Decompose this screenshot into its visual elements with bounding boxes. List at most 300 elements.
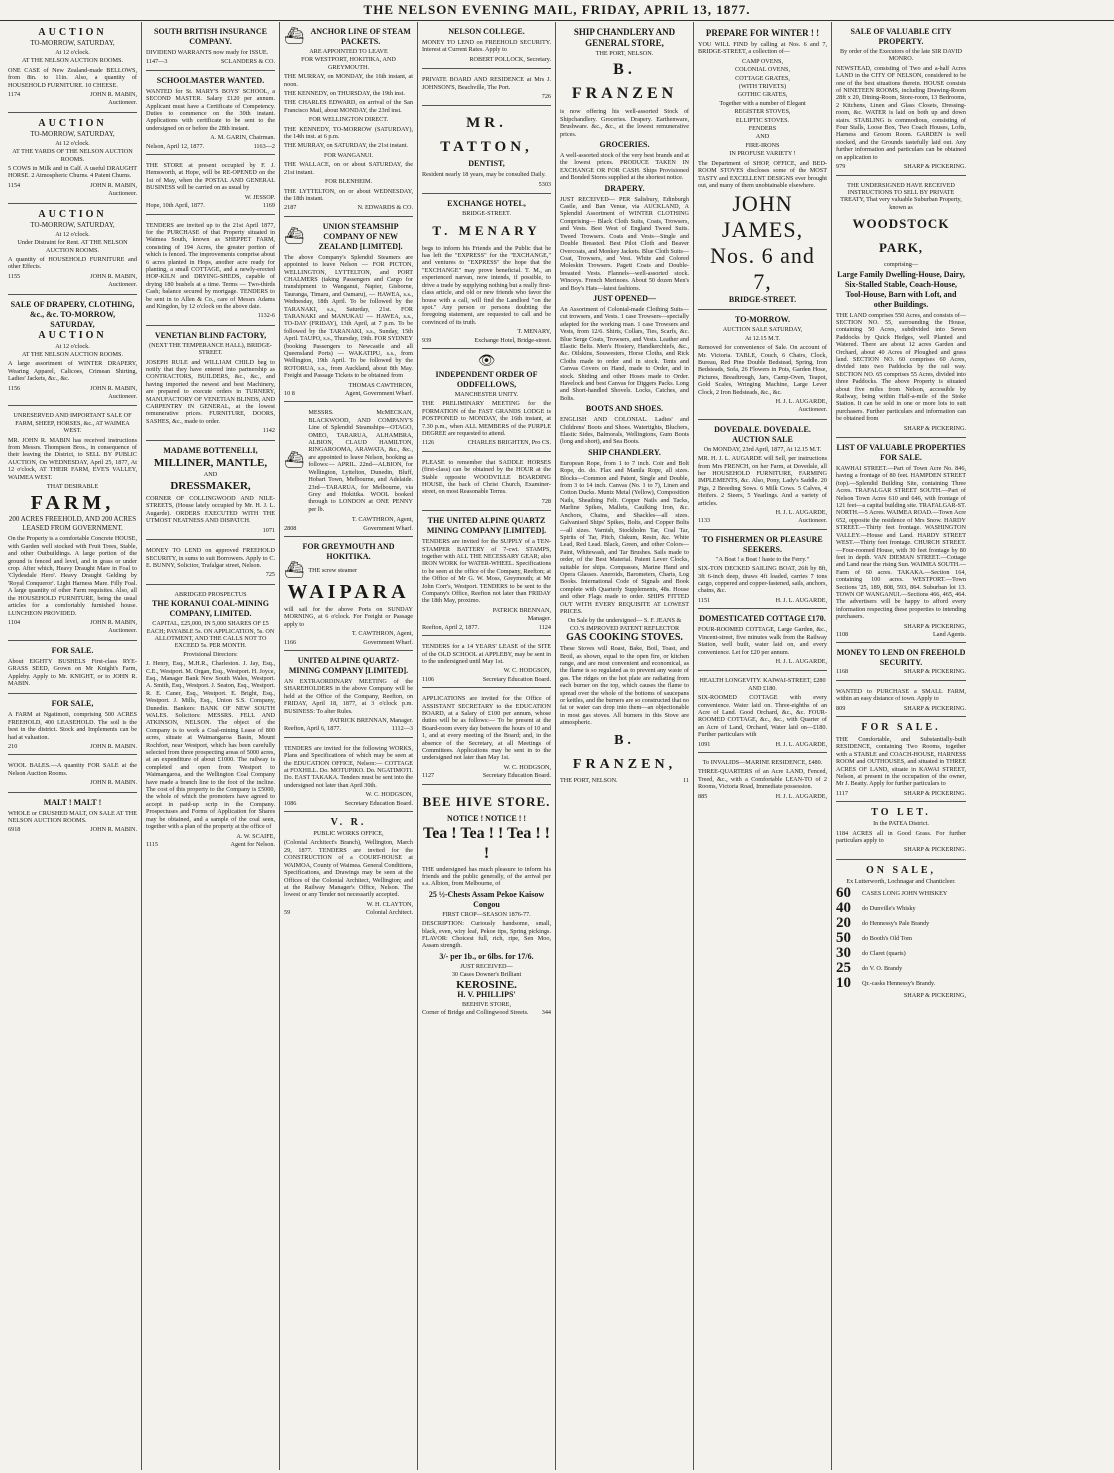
ad-number: 59 <box>284 909 291 917</box>
ad-number: 1124 <box>538 623 551 631</box>
auction-body: ONE CASE of New Zealand-made BELLOWS, from 8in. to 11in. Also, a quantity of HOUSEHOLD FURNITURE. 10 CHEESE. <box>8 66 137 89</box>
auction-sub: SALE OF DRAPERY, CLOTHING, &c., &c. TO-MORROW, SATURDAY, <box>10 299 135 329</box>
milliner-title: MADAME BOTTENELLI, <box>163 445 258 455</box>
signature-role: Exchange Hotel, Bridge-street. <box>474 336 551 344</box>
ngatimoti-farm-ad <box>8 696 137 755</box>
board-body: PRIVATE BOARD AND RESIDENCE at Mrs J. JOHNSON'S, Beachville, The Port. <box>422 76 551 91</box>
tenders-body: TENDERS are invited up to the 21st April 1877, for the PURCHASE of that Property situated in Waimea South, known as SHEPPET FARM, consisting of 194 Acres, the greater portion of which is fenced. The improvements comprise about 6 acres planted in Hops, another acre ready for planting, a small COTTAGE, and a newly-erected HOP-KILN and DRYING-SHEDS, capable of drying 180 bushels at a time. Terms — Two-thirds Cash; balance secured by mortgage. TENDERS to be sent in to Allen & Co., care of Messrs Adams and Kingdon, by 12 o'clock on the above date. <box>146 221 275 310</box>
odd-body: THE PRELIMINARY MEETING for the FORMATION of the FAST GRANDS LODGE is POSTPONED to MONDAY, the 16th instant, at 7.30 p.m., when ALL MEMBERS of the PURPLE DEGREE are requested to attend. <box>422 400 551 437</box>
koranui-directors: Provisional Directors: <box>183 650 238 658</box>
signature-role: Agent, Government Wharf. <box>345 390 413 398</box>
ad-date: Reefton, April 2, 1877. <box>422 623 480 631</box>
wool-body: WOOL BALES.—A quantity FOR SALE at the Nelson Auction Rooms. <box>8 762 137 777</box>
dove-body: MR. H. J. L. AUGARDE will Sell, per instructions from Mrs FRENCH, on her Farm, at Dovedale, all her HOUSEHOLD FURNITURE, FARMING IMPLEMENTS, &c. Also, Pony, Lady's Saddle. 20 Pigs, 2 Breeding Sows. 6 Milk Cows. 5 Calves, 4 Heifers. 2 Steers, 5 Yearlings. And a variety of articles. <box>698 455 827 507</box>
ad-number: 1104 <box>8 618 21 626</box>
works-tender-ad <box>284 740 413 812</box>
venetian-sub: (NEXT THE TEMPERANCE HALL), BRIDGE-STREET. <box>149 341 272 357</box>
stove-item: Together with a number of Elegant <box>719 99 806 107</box>
insurance-title: SOUTH BRITISH INSURANCE COMPANY. <box>154 27 267 46</box>
signature: H. J. L. AUGARDE, <box>775 397 827 405</box>
stove-item: IN PROFUSE VARIETY ! <box>729 150 796 158</box>
beehive-body: THE undersigned has much pleasure to inform his friends and the public generally, of the arrival per s.s. Albion, from Melbourne, of <box>422 865 551 888</box>
auction-time: At 12 o'clock. <box>55 230 90 238</box>
spirits-qty: 40 <box>836 900 851 917</box>
anchor-item: THE KENNEDY, on THURSDAY, the 19th inst. <box>284 90 405 98</box>
opened-body: An Assortment of Colonial-made Clothing Suits—cut trowsers, and Vests. 1 case Trowsers—specially adapted for the working man. 1 case Trowsers and Vests, from 12/6. Shirts, Collars, Ties, Scarfs, &c. Blue Serge Coats, Trowsers, and Vests. Leather and Elastic Belts. Men's Hosiery, Handkerchiefs, &c., &c. Oilskins, Souwesters, Horse Cloths, and Rick Cloths made to order and in stock. Tents and Canvas Covers on Hand, made to Order, and in stock. Shiding and other Hoses made to Order. Havelock and best Canvas for Diggers Packs. Long and Short-handled Shovels. Locks, Catches, and Bolts. <box>560 305 689 402</box>
opened-title: JUST OPENED— <box>593 293 656 303</box>
ad-date: Hope, 10th April, 1877. <box>146 202 205 210</box>
dept-body: The Department of SHOP, OFFICE, and BED-ROOM STOVES discloses some of the MOST TASTY and EXCELLENT DESIGNS ever brought out, and many of them unobtainable elsewhere. <box>698 159 827 189</box>
auction-ad-1 <box>8 24 137 113</box>
signature-role: BEEHIVE STORE, <box>461 1000 512 1008</box>
auction-time: At 12 o'clock. <box>55 139 90 147</box>
column-4 <box>418 22 556 1470</box>
signature: A. W. SCAIFE, <box>236 832 275 840</box>
signature-role: Agent for Nelson. <box>230 840 275 848</box>
farm-acres: 200 ACRES FREEHOLD, AND 200 ACRES LEASED FROM GOVERNMENT. <box>8 515 137 533</box>
schoolmaster-title: SCHOOLMASTER WANTED. <box>156 75 265 85</box>
signature: W. C. HODGSON, <box>503 763 551 771</box>
spirits-qty: 25 <box>836 960 851 977</box>
farm-intro: MR. JOHN R. MABIN has received instructions from Messrs. Thompson Bros., in consequence of their leaving the District, to SELL BY PUBLIC AUCTION, On WEDNESDAY, April 25, 1877, At 12 o'clock, AT THEIR FARM, EVE'S VALLEY, WAIMEA WEST. <box>8 436 137 481</box>
college-ad <box>422 24 551 69</box>
signature: H. J. L. AUGARDE, <box>775 509 827 517</box>
auction-day: TO-MORROW, SATURDAY, <box>30 39 115 47</box>
auctioneer-role: Auctioneer. <box>108 99 137 107</box>
anchor-item: THE MURRAY, on SATURDAY, the 21st instant. <box>284 142 408 150</box>
farm-sale-ad <box>8 408 137 640</box>
ad-number: 1106 <box>422 675 435 683</box>
appleby-lease-ad <box>422 638 551 688</box>
ad-number: 1071 <box>262 526 275 534</box>
drapery-title: DRAPERY. <box>604 183 645 193</box>
dove-sale: AUCTION SALE <box>732 434 793 444</box>
column-1 <box>4 22 142 1470</box>
anchor-wanganui: FOR WANGANUI. <box>323 151 374 159</box>
signature: SHARP & PICKERING. <box>903 704 966 712</box>
college-title: NELSON COLLEGE. <box>448 27 525 36</box>
signature: A. M. GARIN, Chairman. <box>210 134 275 142</box>
ad-number: 1163—2 <box>253 142 275 150</box>
ad-number: 1127 <box>422 772 435 780</box>
auction-time: At 12 o'clock. <box>55 342 90 350</box>
masthead: THE NELSON EVENING MAIL, FRIDAY, APRIL 13, 1877. <box>0 0 1114 21</box>
woodstock-comp: comprising— <box>883 261 919 269</box>
gas-pre: On Sale by the undersigned— S. F. JEANS & CO.'S IMPROVED PATENT REFLECTOR <box>567 617 682 632</box>
franzen-sig: B. FRANZEN, <box>572 732 677 772</box>
city-property-ad <box>836 24 966 176</box>
drapery-body: JUST RECEIVED— PER Salisbury, Edinburgh Castle, and Ban Venue, via AUCKLAND, A Splendid Assortment of WINTER CLOTHING Comprising— Black Cloth Suits, Coats, Trowsers, and Vests. Best West of England Tweed Suits. Tweed Trowsers. Coats and Vests—Single and Double Breasted. Best Pilot Cloth and Beaver Overcoats, and Monkey Jackets. Blue Cloth Suits—Coat, Trowsers, and Vest. White and Colored Moleskin Trowsers. Pagett Coats and Double-breasted Vests. Flannels—well-assorted stock. Winceys. French Merinoes. About 50 dozen Men's and Boy's Hats—latest fashions. <box>560 195 689 292</box>
spirits-row <box>836 901 966 916</box>
chandlery-body: European Rope, from 1 to 7 inch. Coir and Bolt Rope, do. do. Flax and Manila Rope, all sizes. Blocks—Common and Patent, Single and Double, from 3 to 14 inch. Canvas (No. 1 to 7), Linen and Cotton Ducks. Muntz Metal (Yellow), Composition Nails, Sheathing Felt. Copper Nails and Tacks, Marline Spikes, Mallets, Caulking Iron, &c. Anchors, Chains, and Shackles—all sizes. Galvanised Ships' Spikes, Bolts, and Copper Bolts—all sizes. Varnish, Stockholm Tar, Coal Tar, Spirits of Tar, Pitch, Oakum, Resin, &c. White Lead, Red Lead. Black, Green, and other Colors—Paint, Whitewash, and Tar Brushes. Sails made to order, of the Best Material. Patent Lever Clocks, suitable for ships. Compasses, Marine Hand and Opera Glasses. Aneroids, Barometers, Charts, Log Books. International Code of Signals and Book complete with Quarterly Supplements, 48s. House and other Flags made to order. SHIPS FITTED OUT WITH EVERY REQUISITE AT LOWEST PRICES. <box>560 459 689 615</box>
find-body: YOU WILL FIND by calling at Nos. 6 and 7, BRIDGE-STREET, a collection of— <box>698 41 827 56</box>
beehive-kero2: KEROSINE. <box>456 978 517 991</box>
auction-ad-3 <box>8 206 137 295</box>
ad-number: 1108 <box>836 630 849 638</box>
venetian-title: VENETIAN BLIND FACTORY, <box>154 330 267 340</box>
anchor-item: THE CHARLES EDWARD, on arrival of the San Francisco Mail, about MONDAY, the 23rd inst. <box>284 99 413 114</box>
ad-number: 1147—3 <box>146 58 168 66</box>
money-title: MONEY TO LEND ON FREEHOLD SECURITY. <box>836 648 966 668</box>
franzen-name: B. FRANZEN <box>571 61 678 103</box>
quartz-title: THE UNITED ALPINE QUARTZ MINING COMPANY [LIMITED]. <box>426 516 547 536</box>
list-title: LIST OF VALUABLE PROPERTIES FOR SALE. <box>836 443 966 463</box>
farm-big: FARM, <box>30 492 115 515</box>
gas-body: These Stoves will Roast, Bake, Boil, Toast, and Broil, as shown, equal to the open fire, or kitchen range, and are most convenient and economical, as the flame is so regulated as to prevent any waste of gas. The ridges on the hot plate are radiating from each burner on the top, which causes the flame to spread over the whole of the bottoms of saucepans or kettles, and the burners are so constructed that no fat or water can drop into them—an objectionable in most gas stoves. All burners in this Stove are atmospheric. <box>560 645 689 727</box>
john-james-nos: Nos. 6 and 7, <box>710 243 815 295</box>
groceries-title: GROCERIES. <box>599 140 650 150</box>
signature: W. JESSOP. <box>244 193 275 201</box>
onsale-body: Ex Lutterworth, Lochnagar and Chanticleer. <box>846 877 956 885</box>
tolet-acres: 1184 ACRES all in Good Grass. For further particulars apply to <box>836 829 966 845</box>
spirits-row <box>836 976 966 991</box>
spirits-row <box>836 946 966 961</box>
auction-title: AUCTION <box>38 329 107 341</box>
john-james-street: BRIDGE-STREET. <box>728 295 797 305</box>
anchor-head: FOR WESTPORT, HOKITIKA, AND GREYMOUTH. <box>301 56 396 71</box>
auctioneer-name: JOHN R. MABIN. <box>90 742 137 750</box>
master-body: APPLICATIONS are invited for the Office of ASSISTANT SECRETARY to the EDUCATION BOARD, at a Salary of £100 per annum, whose duties will be as follows:— To be present at the Board-room every day between the hours of 10 and 1, and at every meeting of the Board; and, in the absence of the Secretary, at all Meetings of Committees. Applications may be sent in to the undersigned not later than May 1st. <box>422 695 551 762</box>
onsale-title: ON SALE, <box>865 864 937 876</box>
woodstock-ad <box>836 178 966 439</box>
venetian-body: JOSEPH RULE and WILLIAM CHILD beg to notify that they have entered into partnership as CONTRACTORS, BUILDERS, &c., &c., and having imported the newest and best Machinery, are prepared to execute orders in TURNERY, MANUFACTORY OF VENETIAN BLINDS, AND CARPENTRY IN GENERAL, at the lowest remunerative prices. FURNITURE, DOORS, SASHES, &c., made to order. <box>146 358 275 425</box>
ad-number: 11 <box>683 776 689 784</box>
money-lend-ad <box>836 645 966 680</box>
milliner-body: CORNER OF COLLINGWOOD AND NILE-STREETS, (House lately occupied by Mr. H. J. L. Augarde). ORDERS EXECUTED WITH THE UTMOST NEATNESS AND DISPATCH. <box>146 495 275 525</box>
beehive-title: BEE HIVE STORE. <box>422 793 551 809</box>
ad-date: Nelson, April 12, 1877. <box>146 142 205 150</box>
ad-number: 1169 <box>262 202 275 210</box>
spirits-item: do Booth's Old Tom <box>862 935 912 943</box>
auctioneer-name: JOHN R. MABIN, <box>90 91 137 99</box>
union-title: UNION STEAMSHIP COMPANY OF NEW ZEALAND [LIMITED]. <box>318 221 403 251</box>
mcmeckan-body: MESSRS. McMECKAN, BLACKWOOD, AND COMPANY'S Line of Splendid Steamships—OTAGO, OMEO, TARARUA, ALHAMBRA, ALBION, CLAUD HAMILTON, RINGAROOMA, ARAWATA, &c., &c., are appointed to leave Nelson, booking as follows:— APRIL. 22nd—ALBION, for Wellington, Lyttelton, Dunedin, Bluff, Hobart Town, Melbourne, and Adelaide. 23rd—TARARUA, for Melbourne, via Grey and Hokitika. WOOL booked through to LONDON at ONE PENNY per lb. <box>308 409 413 513</box>
mcmeckan-ad <box>284 404 413 537</box>
ad-number: 2808 <box>284 524 297 532</box>
fish-title: TO FISHERMEN OR PLEASURE SEEKERS. <box>702 534 823 554</box>
signature-role: Colonial Architect. <box>365 909 413 917</box>
spirits-item: do Hennessy's Pale Brandy <box>862 920 930 928</box>
woodstock-land: THE LAND comprises 550 Acres, and consists of— SECTION NO. 55, surrounding the House, containing 50 Acres, subdivided into Seven Paddocks by Quick Hedges, well Planted and Watered. There are about 12 acres Garden and Orchard, about 40 Acres of Ploughed and grass land. SECTION NO. 60 comprises 60 Acres, divided into two Paddocks by the rail way. SECTION NO. 65 comprises 55 Acres, divided into three Paddocks. The above Property is situated about five miles from Nelson, accessible by Railway, being within Half-a-mile of the Stoke Station. It can be sold in one or more lots to suit purchasers. Further particulars and information can be obtained from <box>836 311 966 423</box>
steamship-icon: ⛴ <box>284 452 305 470</box>
signature-role: Secretary Education Board. <box>482 772 551 780</box>
list-body: KAWHAI STREET.—Part of Town Acre No. 846, having a frontage of 80 feet. HAMPDEN STREET (top).—Splendid Building Site, containing Three Acres. TRAFALGAR STREET SOUTH.—Part of Nelson Town Acres 610 and 646, with frontage of 121 feet—a capital building site. TRAFALGAR-ST. NORTH.—5 Acres. WAIMEA ROAD.—Town Acre 652, opposite the residence of Mrs Snow. HARDY STREET.—Thirty feet frontage. WASHINGTON VALLEY.—House and Land. HARDY STREET WEST.—Thirty feet frontage. CHURCH STREET.—Four-roomed House, with 30 feet frontage by 80 feet in depth. VAN DIEMAN STREET.—Cottage and Land near the rising Sun. WAIMEA SOUTH.—Farm of 60 acres. TAKAKA.—Section 164, containing 100 acres. WESTPORT.—Town Sections '25, 189, 808, 593, 864. Suburban lot 13. TOWN OF WANGANUI.—Sections 466, 465, 464. The advertisers will be happy to afford every information respecting these properties to intending purchasers. <box>836 465 966 621</box>
auction-place: AT THE NELSON AUCTION ROOMS. <box>21 57 123 65</box>
assistant-secretary-ad <box>422 690 551 784</box>
forsale-title: FOR SALE. <box>861 722 941 733</box>
signature: W. C. HODGSON, <box>503 667 551 675</box>
works-body: TENDERS are invited for the following WORKS, Plans and Specifications of which may be seen at the EDUCATION OFFICE, Nelson:— COTTAGE at FOXHILL. Do. MOTUPIKO. Do. NGATIMOTI. Do. EAST TAKAKA. Tenders must be sent into the undersigned not later than April 30th. <box>284 744 413 789</box>
waipara-name: WAIPARA <box>287 580 410 603</box>
milliner-big: MILLINER, MANTLE, <box>153 456 268 469</box>
wool-bales-ad <box>8 757 137 792</box>
auction-ad-4 <box>8 297 137 407</box>
beehive-season: FIRST CROP—SEASON 1876-77. <box>442 910 531 918</box>
anchor-item: THE MURRAY, on MONDAY, the 16th instant, at noon. <box>284 73 413 88</box>
alpine-body: AN EXTRAORDINARY MEETING of the SHAREHOLDERS in the above Company will be held at the Office of the Company, Reefton, on FRIDAY, April 18, 1877, at 3 o'clock p.m. BUSINESS: To alter Rules. <box>284 677 413 715</box>
beehive-tea: Tea ! Tea ! ! Tea ! ! ! <box>423 824 550 862</box>
signature: H. J. L. AUGARDE, <box>775 740 827 748</box>
vr-body: (Colonial Architect's Branch), Wellington, March 29, 1877. TENDERS are invited for the CONSTRUCTION of a COURT-HOUSE at WAIMOA, County of Waimea. General Conditions, Specifications, and Drawings may be seen at the Offices of the Colonial Architect, Wellington; and at the Railway Manager's Office, Nelson. The lowest or any Tender not necessarily accepted. <box>284 839 413 899</box>
quartz-body: TENDERS are invited for the SUPPLY of a TEN-STAMPER BATTERY of 7-cwt. STAMPS, together with ALL THE NECESSARY GEAR; also IRON WORK for WATER-WHEEL. Specifications to be seen at the office of the Company, Reefton; at the Office of Mr G. W. Moss, Greymouth; at Mr John Corr's, Westport. TENDERS to be sent to the Company's Office, Reefton not later than FRIDAY the 18th May, proximo. <box>422 538 551 605</box>
auction-day: TO-MORROW, SATURDAY, <box>30 220 115 229</box>
boat-ad <box>698 532 827 609</box>
invalids-title: To INVALIDS—MARINE RESIDENCE, £480. <box>702 758 823 766</box>
newstead-body: NEWSTEAD, consisting of Two and a-half Acres LAND in the CITY OF NELSON, considered to be one of the best situations therein. HOUSE consists of NINETEEN ROOMS, including Drawing-Room 28ft x 20, Dining-Room, Store-room, 13 Bedrooms, 2 Kitchens, Linen and Glass Closets, Dressing-room, &c. WATER is laid on both up and down stairs. STABLING is commodious, consisting of Four Stalls, Loose Box, Two Coach Houses, Lofts, Harness and Groom Room. GARDEN is well stocked, and the Grounds tastefully laid out. Any further information and particulars can be obtained on application to <box>836 64 966 161</box>
college-body: MONEY TO LEND on FREEHOLD SECURITY. Interest at Current Rates. Apply to <box>422 39 551 54</box>
chandlery-title: SHIP CHANDLERY. <box>588 447 661 457</box>
franzen-sub: THE PORT, NELSON. <box>595 50 654 57</box>
stove-item: REGISTER STOVES, <box>734 108 791 116</box>
spirits-qty: 60 <box>836 885 851 902</box>
auction-title: AUCTION <box>38 208 107 220</box>
sale-sub: By order of the Executors of the late SIR DAVID MONRO. <box>839 48 963 63</box>
ad-number: 979 <box>836 163 846 171</box>
health-title: HEALTH LONGEVITY. KAIWAI-STREET, £280 AND £180. <box>699 677 826 692</box>
anchor-line-ad <box>284 24 413 217</box>
steamship-icon: ⛴ <box>284 227 305 245</box>
signature-role: Manager. <box>527 615 551 623</box>
beehive-store-ad <box>422 787 551 1021</box>
column-7 <box>832 22 970 1470</box>
spirits-item: Qr.-casks Hennessy's Brandy. <box>862 980 936 988</box>
auction-place: AT THE YARDS OF THE NELSON AUCTION ROOMS. <box>12 148 133 163</box>
invalids-ad <box>698 755 827 804</box>
milliner-ad <box>146 443 275 540</box>
anchor-wellington: FOR WELLINGTON DIRECT. <box>308 116 389 124</box>
tomorrow-title: TO-MORROW. <box>735 315 790 325</box>
cottage-body: FOUR-ROOMED COTTAGE, Large Garden, &c., Vincent-street, five minutes walk from the Railway Station, well built, water laid on, and every convenience. Let for £20 per annum. <box>698 626 827 656</box>
ad-number: 1174 <box>8 91 21 99</box>
money-ad <box>146 542 275 585</box>
schoolmaster-body: WANTED for St. MARY'S BOYS' SCHOOL, a SECOND MASTER. Salary £120 per annum. Applicant must have a Certificate of Competency. Duties to commence on the 30th instant. Applications with certificate to be sent to the undersigned on or before the 28th instant. <box>146 87 275 132</box>
insurance-ad <box>146 24 275 71</box>
beehive-price: 3/- per 1b., or 6lbs. for 17/6. <box>439 951 534 961</box>
union-body: The above Company's Splendid Steamers are appointed to leave Nelson — FOR PICTON, WELLINGTON, LYTTELTON, and PORT CHALMERS (taking Passengers and Cargo for transhipment to Wanganui, Napier, Gisborne, Tauranga, Timaru, and Oamaru), — HAWEA, s.s., Wednesday, 18th April. To be followed by the TARANAKI, s.s., Saturday, 21st. FOR TARANAKI and MANUKAU — HAWEA, s.s., TO-DAY (FRIDAY), 13th April, at 7 p.m. To be followed by the TARANAKI, s.s., Sunday, 15th April. TAUPO, s.s., Thursday, 19th. FOR SYDNEY (booking Passengers to Newcastle and all Queensland Ports) — WAKATIPU, s.s., from Wellington, 19th April. To be followed by the ROTORUA, s.s., from Auckland, about 8th May. Freight and Passage Tickets to be obtained from <box>284 253 413 380</box>
auctioneer-role: Auctioneer. <box>108 190 137 198</box>
john-james-name: JOHN JAMES, <box>721 191 804 243</box>
ad-number: 1117 <box>836 789 848 797</box>
auctioneer-name: JOHN R. MABIN, <box>90 618 137 626</box>
waipara-title: FOR GREYMOUTH AND HOKITIKA. <box>302 541 395 561</box>
spirits-item: CASES LONG JOHN WHISKEY <box>862 890 948 898</box>
spirits-qty: 10 <box>836 975 851 992</box>
john-james-ad <box>698 24 827 310</box>
ad-number: 726 <box>541 93 551 101</box>
auctioneer-name: JOHN R. MABIN, <box>90 384 137 392</box>
ad-number: 210 <box>8 742 18 750</box>
vr-sub: PUBLIC WORKS OFFICE, <box>313 830 384 838</box>
milliner-and: AND <box>203 470 218 478</box>
signature: THOMAS CAWTHRON, <box>348 381 413 389</box>
anchor-title: ANCHOR LINE OF STEAM PACKETS. <box>310 27 411 46</box>
store-ad <box>146 157 275 214</box>
columns <box>4 22 1110 1470</box>
signature: T. CAWTHRON, Agent, <box>351 630 413 638</box>
signature-role: Land Agents. <box>933 630 966 638</box>
malt-body: WHOLE or CRUSHED MALT, ON SALE AT THE NELSON AUCTION ROOMS. <box>8 809 137 824</box>
dove-title: DOVEDALE. DOVEDALE. <box>714 424 811 434</box>
beehive-just: JUST RECEIVED— <box>460 962 513 970</box>
signature: H. J. L. AUGARDE, <box>775 596 827 604</box>
priv-body: THE UNDERSIGNED HAVE RECEIVED INSTRUCTIONS TO SELL BY PRIVATE TREATY, That very valuable Suburban Property, known as <box>840 181 962 211</box>
ad-number: 1154 <box>8 181 21 189</box>
tolet-title: TO LET. <box>871 807 931 819</box>
ad-number: 1156 <box>8 384 21 392</box>
auctioneer-name: JOHN R. MABIN, <box>90 181 137 189</box>
saddle-body: PLEASE to remember that SADDLE HORSES (first-class) can be obtained by the HOUR at the Stable opposite WOODVILLE BOARDING HOUSE, the back of Christ Church, Examiner-street, on most Reasonable Terms. <box>422 458 551 496</box>
anchor-blenheim: FOR BLENHEIM. <box>324 178 373 186</box>
sale-title: SALE OF VALUABLE CITY PROPERTY. <box>850 27 952 46</box>
boots-body: ENGLISH AND COLONIAL. Ladies' and Childrens' Boots and Shoes. Watertights, Bluchers, Elastic Sides, Balmorals, Wellingtons, Gum Boots (long and short), and Sea Boots. <box>560 416 689 446</box>
auction-ad-2 <box>8 115 137 204</box>
farm-head: UNRESERVED AND IMPORTANT SALE OF FARM, SHEEP, HORSES, &c., AT WAIMEA WEST. <box>13 412 132 435</box>
woodstock-title: WOODSTOCK PARK, <box>852 216 950 256</box>
auction-title: AUCTION <box>38 27 107 38</box>
dentist-name: MR. TATTON, <box>440 115 533 156</box>
alpine-title: UNITED ALPINE QUARTZ-MINING COMPANY [LIMITED]. <box>288 655 409 675</box>
court-house-ad <box>284 814 413 920</box>
ad-number: 1151 <box>698 596 711 604</box>
signature: SHARP & PICKERING. <box>903 424 966 432</box>
gas-title: GAS COOKING STOVES. <box>566 632 683 644</box>
ad-number: 1142 <box>262 427 275 435</box>
dentist-body: Resident nearly 18 years, may be consulted Daily. <box>422 171 546 179</box>
hotel-name: T. MENARY <box>432 222 541 238</box>
auction-body: 5 COWS in Milk and in Calf. A useful DRAUGHT HORSE. 2 Atmospheric Churns. 4 Patent Churns. <box>8 165 137 180</box>
ad-number: 728 <box>541 497 551 505</box>
stove-item: (WITH TRIVETS) <box>738 83 787 91</box>
auction-body: A large assortment of WINTER DRAPERY, Wearing Apparel, Calicoes, Crimean Shirting, Ladies' Jackets, &c., &c. <box>8 360 137 383</box>
signature: SCLANDERS & CO. <box>220 58 275 66</box>
asale-title: AUCTION SALE SATURDAY, <box>722 326 803 334</box>
koranui-title: THE KORANUI COAL-MINING COMPANY, LIMITED. <box>152 599 269 619</box>
signature-role: Government Wharf. <box>363 638 413 646</box>
column-3 <box>280 22 418 1470</box>
forsale-body: A FARM at Ngatimoti, comprising 500 ACRES FREEHOLD, 400 LEASEHOLD. The soil is the best in the district. Stock and Implements can be had at valuation. <box>8 711 137 741</box>
spirits-row <box>836 931 966 946</box>
farm-body: On the Property is a comfortable Concrete HOUSE, with Garden well stocked with Fruit Trees, Stable, and other Outbuildings. A large portion of the ground is fenced and level, and in grass or under crop. After which, Heavy Draught Mare in Foal to 'Clydesdale Hero'. Heavy Draught Gelding by 'Royal Conqueror'. Light Harness Mare. Filly Foal. A large quantity of other Farm requisites. Also, all the HOUSEHOLD FURNITURE, being the usual articles for a comfortably furnished house. LUNCHEON PROVIDED. <box>8 535 137 617</box>
franzen-title: SHIP CHANDLERY AND GENERAL STORE, <box>573 27 676 48</box>
spirits-item: do V. O. Brandy <box>862 965 903 973</box>
schoolmaster-ad <box>146 73 275 155</box>
alpine-meeting-ad <box>284 653 413 738</box>
auctioneer-role: Auctioneer. <box>108 627 137 635</box>
auction-place: Under Distraint for Rent. AT THE NELSON AUCTION ROOMS. <box>17 239 128 254</box>
asale-time: At 12.15 M.T. <box>744 334 781 342</box>
koranui-body: J. Henry, Esq., M.H.R., Charleston. J. Jay, Esq., C.E., Westport. M. Organ, Esq., Westport. H. Joyce, Esq., Manager Bank New South Wales, Westport. A. Smith, Esq., Westport. J. Seaton, Esq., Westport. R. E. Caner, Esq., Westport. E. Bright, Esq., Westport. J. Mills, Esq., Union S.S. Company, Dunedin. Bankers: BANK OF NEW SOUTH WALES. Solicitors: MESSRS. FELL AND ATKINSON, NELSON. The object of the Company is to work a Coal-mining Lease of 800 acres, situate at Waimangaroa Basin, Mount Rochfort, near Westport, which has been carefully selected from three prospecting areas of 5000 acres, at an expenditure of about £1000. The railway is completed and open from Westport to Waimangaroa, and the Wellington Coal Company have made a branch line to the foot of the incline. The cost of this property to the Company is £5000, the whole of which the promoters have agreed to accept in paid-up scrip in the Company. Prospectuses and Forms of Application for Shares may be obtained, and a sample of the coal seen, together with a plan of the property at the office of <box>146 660 275 831</box>
signature: SHARP & PICKERING. <box>903 789 966 797</box>
money-body: MONEY TO LEND on approved FREEHOLD SECURITY, in sums to suit Borrowers. Apply to C. E. BUNNY, Solicitor, Trafalgar street, Nelson. <box>146 547 275 569</box>
address: Corner of Bridge and Collingwood Streets. <box>422 1009 529 1017</box>
forsale-title: FOR SALE, <box>51 699 94 709</box>
stove-item: CAMP OVENS, <box>741 57 784 65</box>
oddfellows-ad <box>422 351 551 452</box>
ad-number: 344 <box>541 1009 551 1017</box>
signature: SHARP & PICKERING, <box>903 992 966 1000</box>
malt-ad <box>8 795 137 838</box>
ad-number: 939 <box>422 336 432 344</box>
ad-number: 1091 <box>698 740 711 748</box>
ad-number: 1155 <box>8 272 21 280</box>
stove-item: AND <box>755 133 770 141</box>
ad-number: 1168 <box>836 668 849 676</box>
stove-item: FIRE-IRONS <box>745 141 780 149</box>
beehive-notice: NOTICE ! NOTICE ! ! <box>446 813 527 823</box>
koranui-pre: ABRIDGED PROSPECTUS <box>174 590 247 598</box>
signature: W. C. HODGSON, <box>365 791 413 799</box>
signature: ROBERT POLLOCK, Secretary. <box>469 55 551 63</box>
stove-item: FENDERS <box>748 125 777 133</box>
stove-item: COLONIAL OVENS, <box>734 66 791 74</box>
auction-time: At 12 o'clock. <box>55 49 90 56</box>
prepare-title: PREPARE FOR WINTER ! ! <box>705 28 820 38</box>
cottage-ad <box>698 611 827 671</box>
auctioneer-name: JOHN R. MABIN, <box>90 272 137 280</box>
anchor-item: THE LYTTELTON, on or about WEDNESDAY, the 18th instant. <box>284 187 413 202</box>
hotel-sub: BRIDGE-STREET. <box>462 210 511 218</box>
wanted-farm-ad <box>836 683 966 717</box>
invalids-body: THREE-QUARTERS of an Acre LAND, Fenced, Treed, &c., with a Comfortable LEAN-TO of 2 Rooms, Victoria Road, Immediate possession. <box>698 768 827 791</box>
wanted-body: WANTED to PURCHASE a SMALL FARM, within an easy distance of town. Apply to <box>836 687 966 703</box>
insurance-body: DIVIDEND WARRANTS now ready for ISSUE. <box>146 49 269 56</box>
ad-number: 809 <box>836 704 846 712</box>
column-6 <box>694 22 832 1470</box>
signature: SHARP & PICKERING. <box>903 846 966 854</box>
ad-number: 2187 <box>284 204 297 212</box>
signature: N. EDWARDS & CO. <box>357 204 413 212</box>
to-let-ad <box>836 804 966 860</box>
anchor-sub: ARE APPOINTED TO LEAVE <box>309 48 388 55</box>
forsale-body: THE Comfortable, and Substantially-built RESIDENCE, containing Two Rooms, together with a STABLE and COACH-HOUSE, HARNESS ROOM and OUTHOUSES, and situated in THREE ACRES OF LAND, situate in KAWAI STREET, Nelson, at present in the occupation of the owner, Mr J. Beatty. Apply for further particulars to <box>836 736 966 788</box>
franzen-ad <box>560 24 689 788</box>
malt-title: MALT ! MALT ! <box>43 797 102 807</box>
woodstock-body: Large Family Dwelling-House, Dairy, Six-Stalled Stable, Coach-House, Tool-House, Barn with Loft, and other Buildings. <box>837 269 965 309</box>
beehive-desc: DESCRIPTION: Curiously handsome, small, black, even, wiry leaf, Pekoe tips, Spring pickings. FLAVOR: Choicest full, rich, ripe, Sen Moo, Assam strength. <box>422 920 551 950</box>
signature: W. H. CLAYTON, <box>366 900 413 908</box>
ad-number: 885 <box>698 792 708 800</box>
fish-quote: "A Boat ! a Boat ! haste to the Ferry." <box>716 555 809 563</box>
tolet-body: In the PATEA District. <box>873 820 929 828</box>
spirits-row <box>836 916 966 931</box>
health-ad <box>698 673 827 753</box>
asale-body: Removed for convenience of Sale. On account of Mr. Victoria. TABLE, Couch, 6 Chairs, Clock, Bureau, Red Pine Double Bedstead, Spring, Iron Bedsteads, Sofa, 26 Flowers in Pots, Garden Hose, Pictures, Breadtrough, Jars, Camp-Oven, Teapot, Gold Scales, Wringing Machine, Large Lever Clock, 2 Iron Bedsteads, &c., &c. <box>698 344 827 396</box>
exchange-hotel-ad <box>422 196 551 349</box>
signature: CHARLES BRIGHTEN, Pro CS. <box>467 439 551 447</box>
union-steamship-ad <box>284 219 413 403</box>
signature-role: THE PORT, NELSON. <box>560 776 618 784</box>
fish-body: SIX-TON DECKED SAILING BOAT, 26ft by 8ft, 3ft 6-inch deep, draws 4ft loaded, carries 7 tons cargo, coppered and copper-fastened, sails, anchors, chains, &c. <box>698 565 827 595</box>
appleby-body: TENDERS for a 14 YEARS' LEASE of the SITE of the OLD SCHOOL at APPLEBY, may be sent in to the undersigned until May 1st. <box>422 643 551 665</box>
column-5 <box>556 22 694 1470</box>
signature: H. J. L. AUGARDE, <box>775 657 827 665</box>
auctioneer-name: JOHN R. MABIN. <box>90 779 137 787</box>
ad-number: 1166 <box>284 638 297 646</box>
saddle-ad <box>422 454 551 511</box>
spirits-item: do Claret (quarts) <box>862 950 906 958</box>
odd-sub: MANCHESTER UNITY. <box>454 390 519 398</box>
steamship-icon: ⛴ <box>284 561 305 579</box>
signature: PATRICK BRENNAN, Manager. <box>330 717 413 724</box>
ad-number: 10 8 <box>284 390 295 398</box>
spirits-ad <box>836 862 966 1005</box>
anchor-item: THE KENNEDY, TO-MORROW (SATURDAY), the 14th inst. at 6 p.m. <box>284 125 413 141</box>
residence-sale-ad <box>836 719 966 802</box>
signature-role: Auctioneer. <box>798 406 827 414</box>
ad-number: 1133 <box>698 517 711 525</box>
augarde-sale-ad <box>698 312 827 419</box>
ad-number: 1112—3 <box>391 725 413 733</box>
